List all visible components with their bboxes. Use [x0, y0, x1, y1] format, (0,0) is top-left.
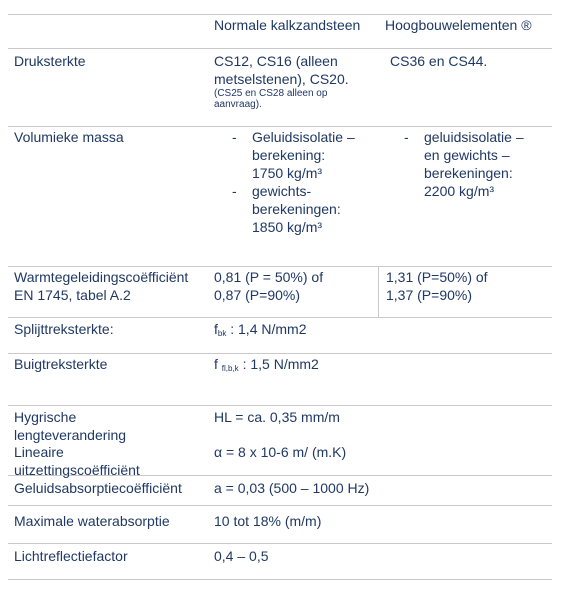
druksterkte-note-line: aanvraag).	[214, 99, 262, 110]
label-line: lengteverandering	[14, 427, 127, 443]
header-col-hoogbouw: Hoogbouwelementen ®	[385, 17, 532, 33]
dash-list	[386, 128, 524, 200]
warmtegeleiding-normal	[214, 268, 323, 304]
list-item-line: 2200 kg/m³	[424, 183, 495, 199]
value-symbol: f	[214, 321, 218, 337]
druksterkte-normal	[214, 52, 349, 110]
lichtreflectie-value: 0,4 – 0,5	[214, 548, 269, 564]
label-lichtreflectie: Lichtreflectiefactor	[14, 548, 128, 564]
header-col-normal: Normale kalkzandsteen	[214, 17, 361, 33]
dash-list	[214, 128, 355, 236]
row-divider	[8, 317, 552, 318]
list-item-line: berekening:	[252, 147, 326, 163]
row-divider	[8, 505, 552, 506]
warmtegeleiding-hoogbouw	[386, 268, 488, 304]
value-symbol: f	[214, 356, 222, 372]
value-line: 1,31 (P=50%) of	[386, 269, 488, 285]
label-splijttreksterkte: Splijttreksterkte:	[14, 321, 114, 337]
druksterkte-normal-line: metselstenen), CS20.	[214, 71, 349, 87]
druksterkte-hoogbouw: CS36 en CS44.	[390, 53, 488, 69]
row-divider	[8, 543, 552, 544]
list-item-line: - geluidsisolatie –	[424, 129, 524, 145]
value-subscript: fl,b,k	[221, 364, 239, 373]
label-line: uitzettingscoëfficiënt	[14, 462, 140, 478]
splijttreksterkte-value	[214, 320, 306, 341]
list-item	[214, 128, 355, 182]
value-text: : 1,5 N/mm2	[238, 356, 319, 372]
value-text: : 1,4 N/mm2	[226, 321, 307, 337]
row-divider	[8, 48, 552, 49]
label-volumieke-massa: Volumieke massa	[14, 129, 124, 145]
label-line: Hygrische	[14, 409, 77, 425]
druksterkte-normal-line: CS12, CS16 (alleen	[214, 53, 338, 69]
label-line: Lineaire	[14, 444, 64, 460]
row-divider	[8, 405, 552, 406]
volumieke-massa-hoogbouw	[386, 128, 524, 200]
row-divider	[8, 126, 552, 127]
label-line: Warmtegeleidingscoëfficiënt	[14, 269, 189, 285]
list-item-line: berekeningen:	[252, 201, 341, 217]
list-item	[386, 128, 524, 200]
label-druksterkte: Druksterkte	[14, 53, 86, 69]
label-hygrische	[14, 408, 126, 444]
list-item	[214, 182, 355, 236]
list-item-line: 1850 kg/m³	[252, 219, 323, 235]
label-geluidsabsorptie: Geluidsabsorptiecoëfficiënt	[14, 480, 182, 496]
value-line: 0,87 (P=90%)	[214, 287, 300, 303]
label-waterabsorptie: Maximale waterabsorptie	[14, 513, 170, 529]
hygrische-value: HL = ca. 0,35 mm/m	[214, 409, 340, 425]
column-divider	[378, 266, 379, 318]
buigtreksterkte-value	[214, 355, 319, 376]
list-item-line: - Geluidsisolatie –	[252, 129, 355, 145]
druksterkte-note-line: (CS25 en CS28 alleen op	[214, 88, 328, 99]
value-line: 0,81 (P = 50%) of	[214, 269, 324, 285]
geluidsabsorptie-value: a = 0,03 (500 – 1000 Hz)	[214, 480, 370, 496]
volumieke-massa-normal	[214, 128, 355, 236]
row-divider	[8, 579, 552, 580]
label-lineaire	[14, 443, 140, 479]
value-line: 1,37 (P=90%)	[386, 287, 472, 303]
label-warmtegeleiding	[14, 268, 188, 304]
label-line: EN 1745, tabel A.2	[14, 287, 131, 303]
list-item-line: en gewichts –	[424, 147, 510, 163]
row-divider	[8, 14, 552, 15]
label-buigtreksterkte: Buigtreksterkte	[14, 356, 108, 372]
value-subscript: bk	[217, 329, 227, 338]
row-divider	[8, 353, 552, 354]
row-divider	[8, 266, 552, 267]
list-item-line: - gewichts-	[252, 183, 312, 199]
list-item-line: 1750 kg/m³	[252, 165, 323, 181]
waterabsorptie-value: 10 tot 18% (m/m)	[214, 513, 322, 529]
lineaire-value: α = 8 x 10-6 m/ (m.K)	[214, 444, 347, 460]
list-item-line: berekeningen:	[424, 165, 513, 181]
